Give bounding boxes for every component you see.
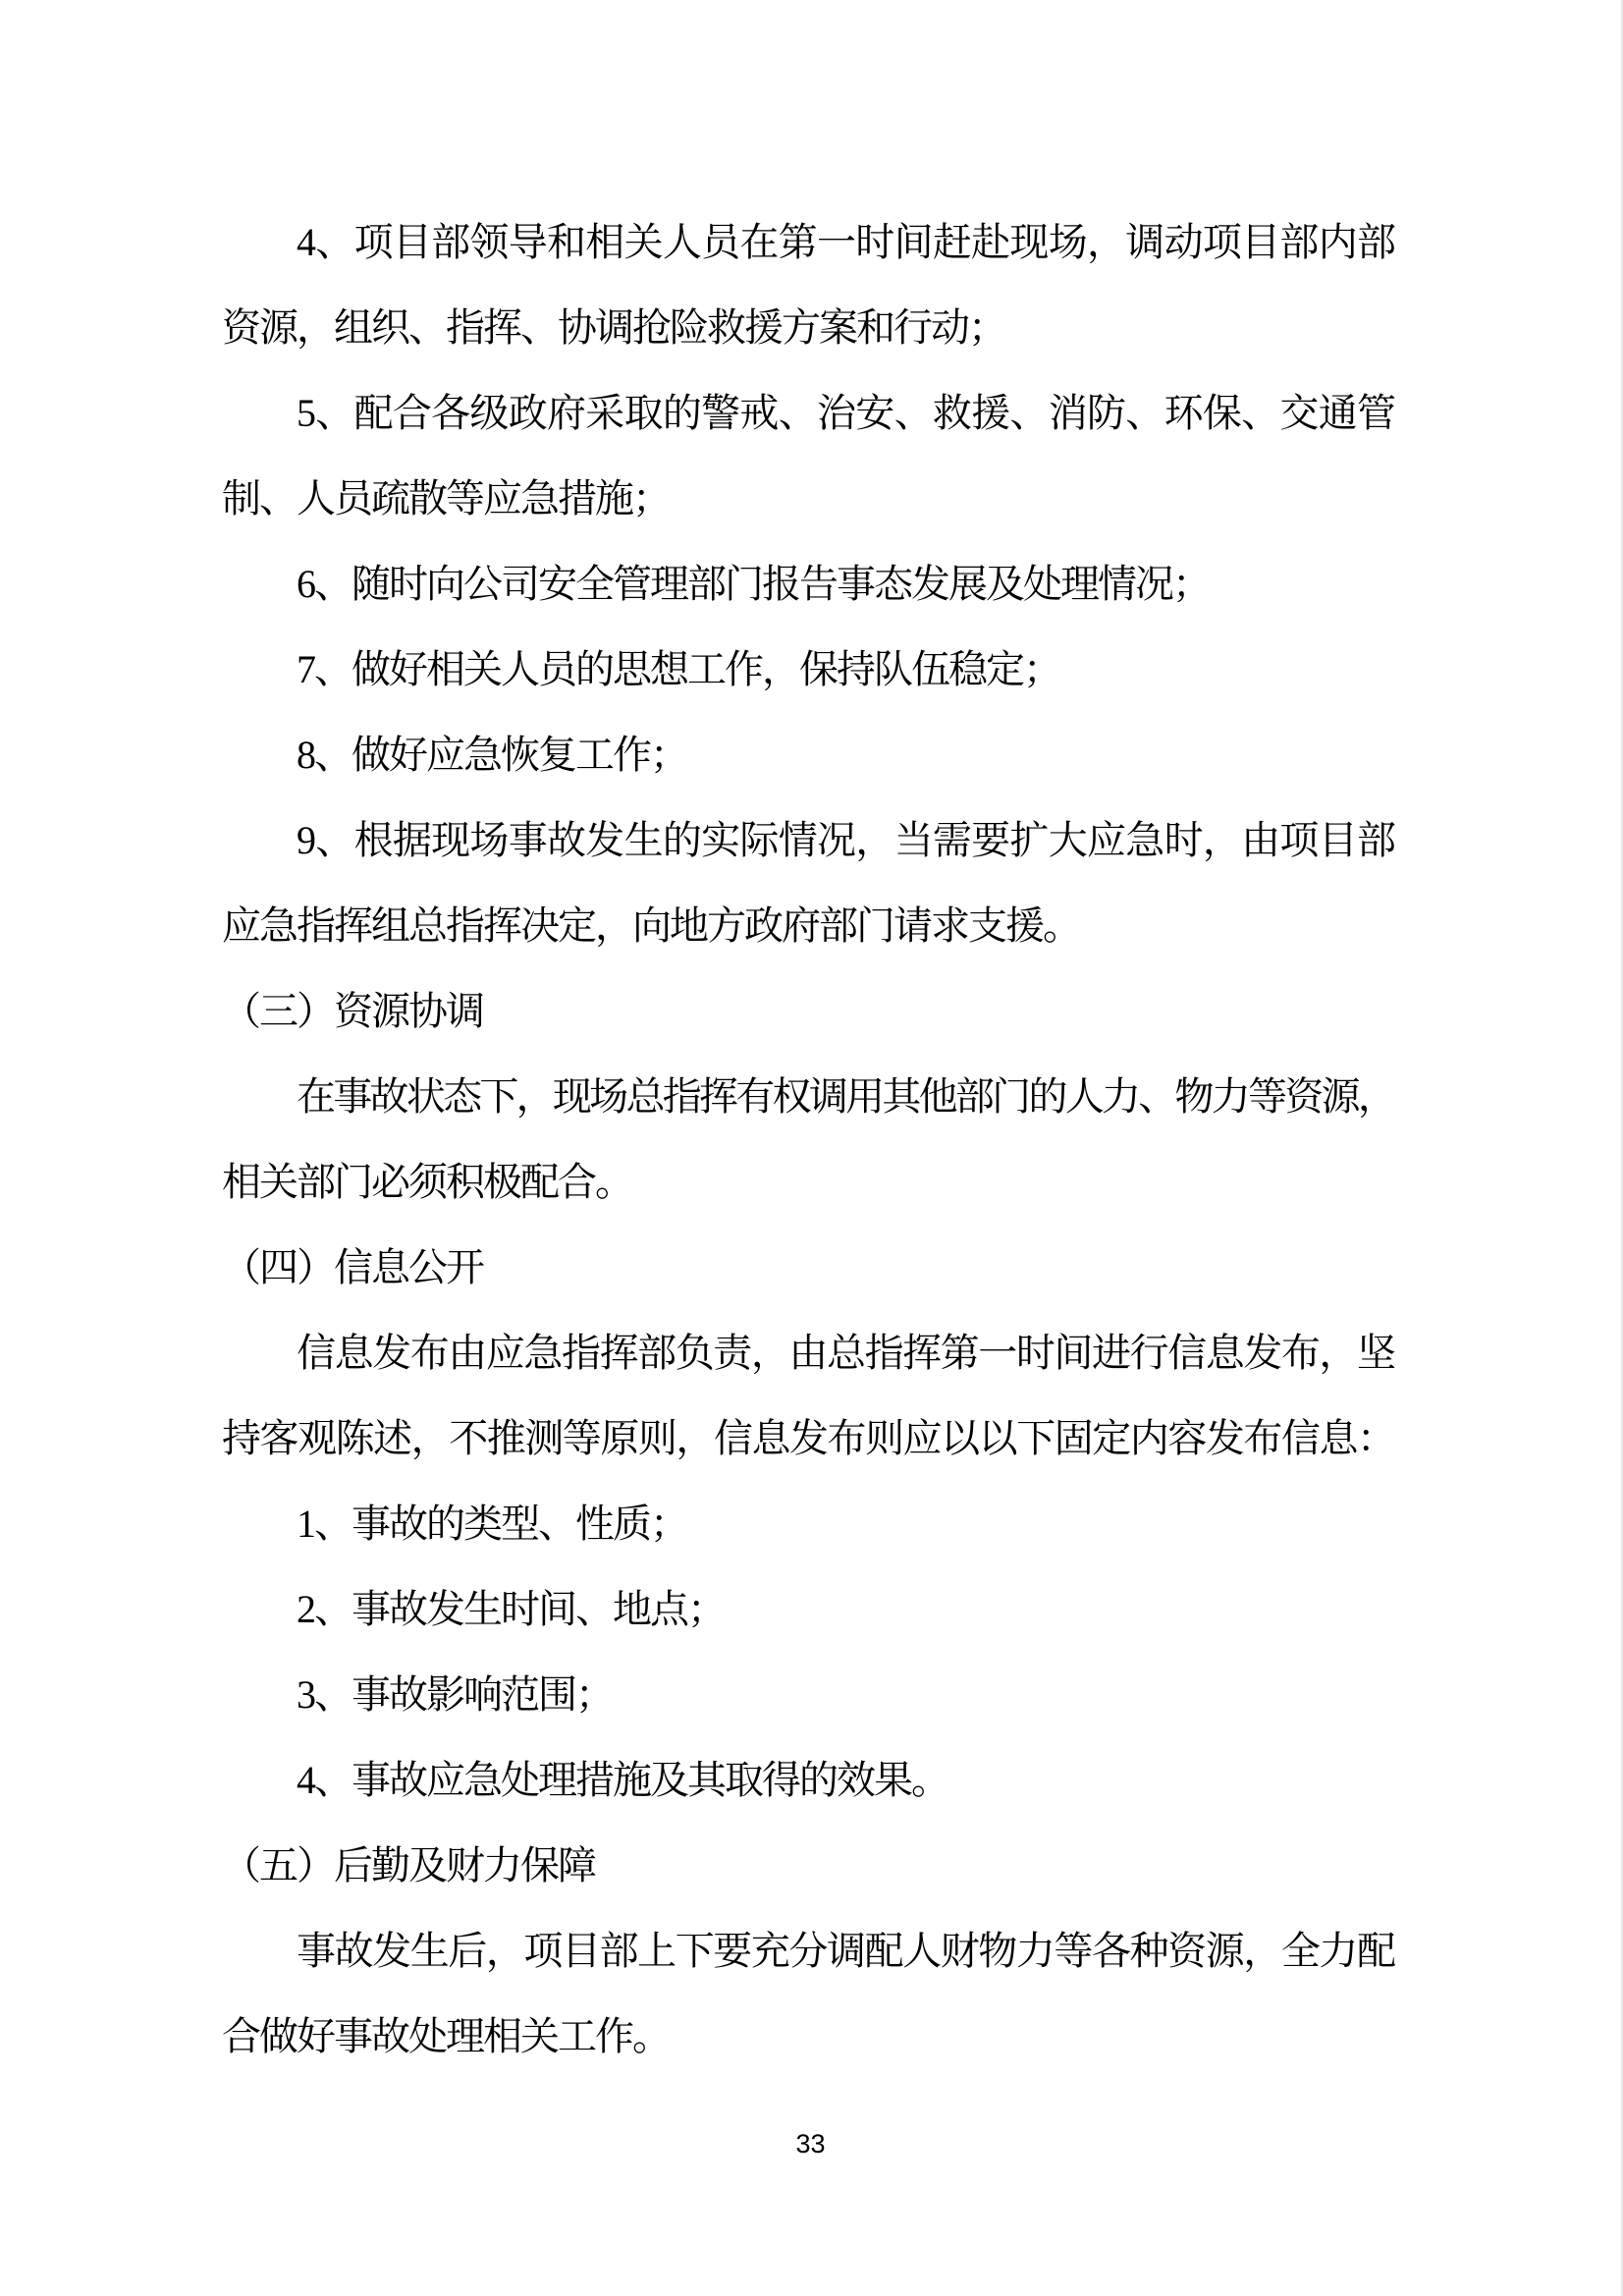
- list-item-line: 9、根据现场事故发生的实际情况，当需要扩大应急时，由项目部: [297, 818, 1394, 862]
- list-item-line: 2、事故发生时间、地点；: [297, 1587, 725, 1631]
- paragraph-line: 事故发生后，项目部上下要充分调配人财物力等各种资源，全力配: [297, 1929, 1394, 1973]
- paragraph-line: 资源，组织、指挥、协调抢险救援方案和行动；: [222, 305, 1005, 350]
- document-body: [222, 199, 1394, 2079]
- section-heading: （四）信息公开: [222, 1245, 483, 1289]
- list-item-line: 3、事故影响范围；: [297, 1672, 613, 1717]
- list-item-line: 5、配合各级政府采取的警戒、治安、救援、消防、环保、交通管: [297, 391, 1394, 435]
- list-item-line: 4、事故应急处理措施及其取得的效果。: [297, 1758, 948, 1802]
- paragraph-line: 在事故状态下，现场总指挥有权调用其他部门的人力、物力等资源，: [297, 1074, 1394, 1119]
- paragraph-line: 持客观陈述，不推测等原则，信息发布则应以以下固定内容发布信息：: [222, 1416, 1394, 1460]
- paragraph-line: 制、人员疏散等应急措施；: [222, 476, 670, 520]
- section-heading: （五）后勤及财力保障: [222, 1843, 595, 1887]
- paragraph-line: 合做好事故处理相关工作。: [222, 2014, 670, 2058]
- list-item-line: 4、项目部领导和相关人员在第一时间赶赴现场，调动项目部内部: [297, 220, 1394, 264]
- paragraph-line: 应急指挥组总指挥决定，向地方政府部门请求支援。: [222, 903, 1080, 948]
- list-item-line: 8、做好应急恢复工作；: [297, 733, 687, 777]
- section-heading: （三）资源协调: [222, 989, 483, 1033]
- list-item-line: 1、事故的类型、性质；: [297, 1502, 687, 1546]
- paragraph-line: 信息发布由应急指挥部负责，由总指挥第一时间进行信息发布，坚: [297, 1331, 1394, 1375]
- page-number: 33: [795, 2129, 826, 2159]
- paragraph-line: 相关部门必须积极配合。: [222, 1160, 632, 1204]
- list-item-line: 6、随时向公司安全管理部门报告事态发展及处理情况；: [297, 562, 1210, 606]
- list-item-line: 7、做好相关人员的思想工作，保持队伍稳定；: [297, 647, 1060, 691]
